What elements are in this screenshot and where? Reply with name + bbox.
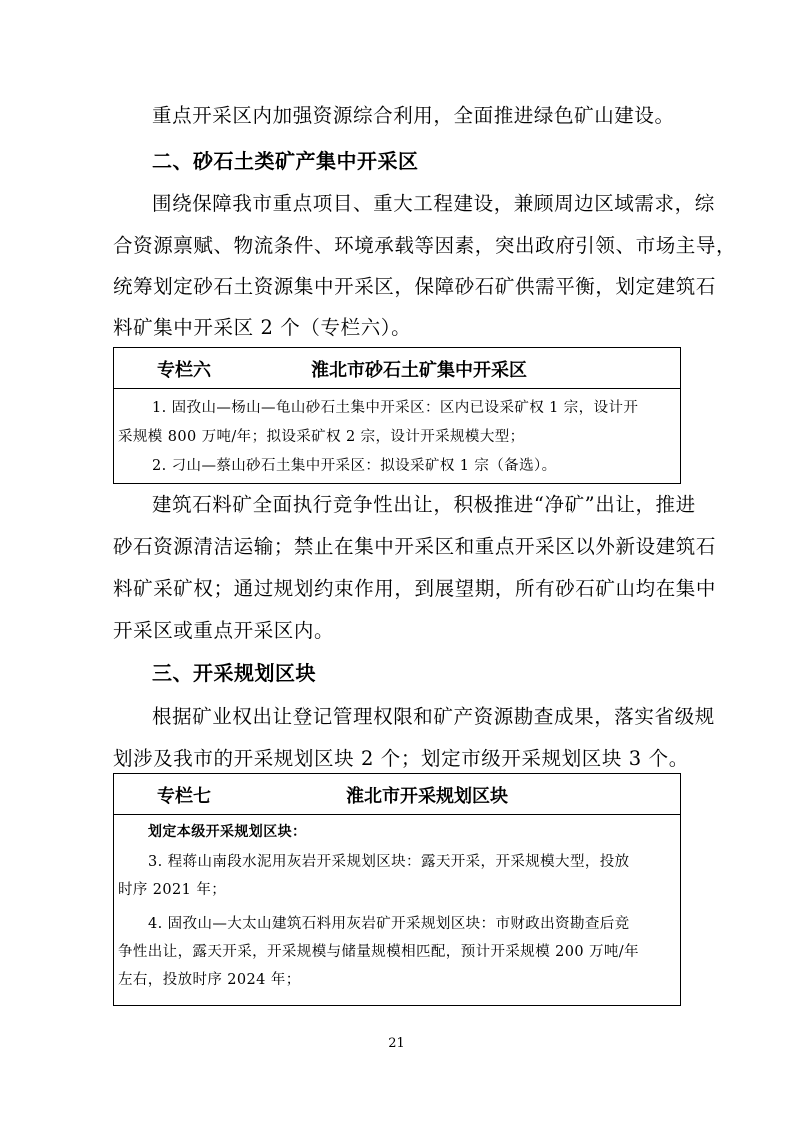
column-box-6 [113, 347, 681, 484]
box-line: 左右，投放时序 2024 年； [118, 972, 301, 988]
paragraph-line: 砂石资源清洁运输；禁止在集中开采区和重点开采区以外新设建筑石 [113, 535, 717, 558]
box-title: 淮北市开采规划区块 [346, 786, 508, 807]
paragraph-line: 合资源禀赋、物流条件、环境承载等因素，突出政府引领、市场主导， [113, 234, 737, 257]
box-title: 淮北市砂石土矿集中开采区 [311, 360, 527, 381]
box-line: 争性出让，露天开采，开采规模与储量规模相匹配，预计开采规模 200 万吨/年 [118, 944, 639, 960]
paragraph-line: 建筑石料矿全面执行竞争性出让，积极推进“净矿”出让，推进 [152, 493, 696, 516]
box-subheading: 划定本级开采规划区块： [148, 824, 307, 840]
paragraph-line: 料矿集中开采区 2 个（专栏六）。 [113, 316, 412, 339]
paragraph-line: 统筹划定砂石土资源集中开采区，保障砂石矿供需平衡，划定建筑石 [113, 275, 717, 298]
box-line: 1. 固孜山—杨山—龟山砂石土集中开采区：区内已设采矿权 1 宗，设计开 [152, 400, 639, 416]
box-label: 专栏七 [157, 786, 211, 807]
paragraph-line: 重点开采区内加强资源综合利用，全面推进绿色矿山建设。 [152, 104, 675, 127]
section-heading: 三、开采规划区块 [152, 661, 316, 685]
box-line: 2. 刁山—蔡山砂石土集中开采区：拟设采矿权 1 宗（备选）。 [152, 458, 557, 474]
box-line: 3. 程蒋山南段水泥用灰岩开采规划区块：露天开采，开采规模大型，投放 [148, 854, 630, 870]
column-box-7 [113, 773, 681, 1006]
box-header [114, 348, 680, 389]
box-line: 4. 固孜山—大太山建筑石料用灰岩矿开采规划区块：市财政出资勘查后竞 [148, 916, 630, 932]
section-heading: 二、砂石土类矿产集中开采区 [152, 149, 419, 173]
paragraph-line: 划涉及我市的开采规划区块 2 个；划定市级开采规划区块 3 个。 [113, 747, 689, 770]
paragraph-line: 开采区或重点开采区内。 [113, 619, 335, 642]
box-line: 时序 2021 年； [118, 882, 227, 898]
page-number: 21 [388, 1036, 405, 1051]
paragraph-line: 料矿采矿权；通过规划约束作用，到展望期，所有砂石矿山均在集中 [113, 577, 717, 600]
box-label: 专栏六 [157, 360, 211, 381]
box-header [114, 774, 680, 815]
paragraph-line: 根据矿业权出让登记管理权限和矿产资源勘查成果，落实省级规 [152, 705, 715, 728]
box-line: 采规模 800 万吨/年；拟设采矿权 2 宗，设计开采规模大型； [118, 429, 525, 445]
paragraph-line: 围绕保障我市重点项目、重大工程建设，兼顾周边区域需求，综 [152, 192, 715, 215]
